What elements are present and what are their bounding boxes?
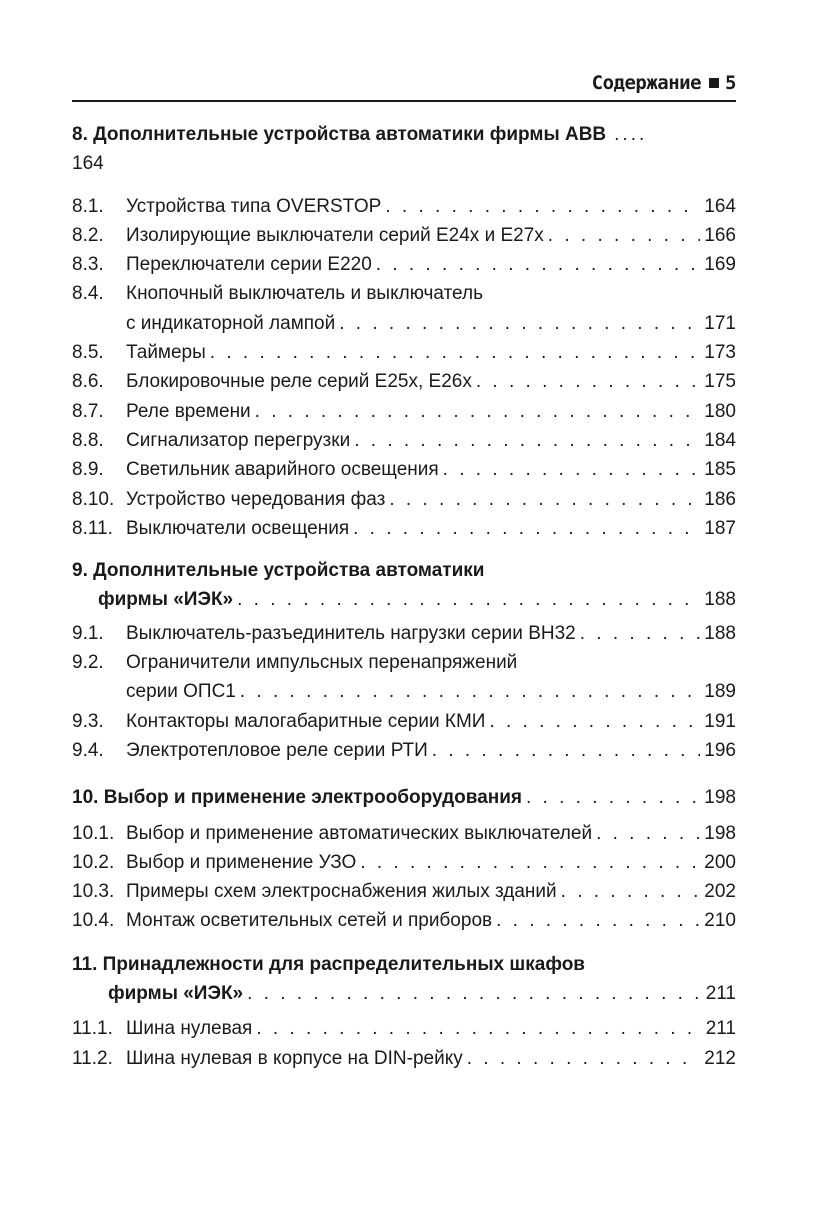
entry-page: 191 bbox=[704, 710, 736, 732]
toc-entry-8-1[interactable] bbox=[72, 192, 736, 221]
entry-number: 8.1. bbox=[72, 195, 104, 217]
chapter-title: Дополнительные устройства автоматики фирмы ABB bbox=[93, 124, 607, 145]
entry-number: 9.4. bbox=[72, 739, 104, 761]
header-title: Содержание bbox=[591, 72, 702, 94]
square-bullet-icon bbox=[709, 78, 719, 88]
chapter-title-continued: фирмы «ИЭК» bbox=[108, 983, 244, 1005]
entry-page: 211 bbox=[705, 1018, 736, 1040]
entry-page: 188 bbox=[704, 622, 736, 644]
toc-entry-8-3[interactable] bbox=[72, 250, 736, 279]
toc-chapter-9[interactable] bbox=[72, 556, 736, 585]
table-of-contents bbox=[72, 120, 736, 1073]
chapter-number: 9. bbox=[72, 560, 88, 582]
entry-page: 210 bbox=[704, 910, 736, 932]
entry-number: 8.8. bbox=[72, 429, 104, 451]
entry-title: Выключатели освещения bbox=[126, 517, 350, 539]
entry-page: 171 bbox=[704, 312, 736, 334]
chapter-title: Принадлежности для распределительных шкафов bbox=[102, 953, 585, 975]
entry-page: 196 bbox=[704, 739, 736, 761]
entry-page: 166 bbox=[704, 224, 736, 246]
toc-entry-8-7[interactable] bbox=[72, 397, 736, 426]
chapter-title-continued: фирмы «ИЭК» bbox=[98, 589, 234, 611]
chapter-title: Выбор и применение электрооборудования bbox=[103, 787, 522, 809]
header-title-block bbox=[592, 72, 736, 94]
chapter-page: 164 bbox=[72, 153, 104, 175]
entry-page: 164 bbox=[704, 195, 736, 217]
leader-dots: .... bbox=[614, 124, 648, 145]
entry-title: Устройство чередования фаз bbox=[126, 488, 386, 510]
header-page-number: 5 bbox=[725, 72, 736, 94]
entry-title: Ограничители импульсных перенапряжений bbox=[126, 652, 518, 674]
chapter-number: 8. bbox=[72, 124, 88, 145]
entry-page: 187 bbox=[704, 517, 736, 539]
chapter-page: 211 bbox=[705, 983, 736, 1005]
entry-number: 9.3. bbox=[72, 710, 104, 732]
entry-number: 8.6. bbox=[72, 371, 104, 393]
toc-entry-10-4[interactable] bbox=[72, 906, 736, 935]
toc-entry-10-2[interactable] bbox=[72, 848, 736, 877]
toc-entry-8-8[interactable] bbox=[72, 426, 736, 455]
chapter-number: 10. bbox=[72, 787, 99, 809]
entry-number: 11.1. bbox=[72, 1018, 113, 1040]
entry-page: 186 bbox=[704, 488, 736, 510]
toc-chapter-10[interactable] bbox=[72, 783, 736, 812]
toc-entry-8-4[interactable] bbox=[72, 279, 736, 308]
entry-title: Переключатели серии E220 bbox=[126, 254, 372, 276]
toc-entry-9-3[interactable] bbox=[72, 707, 736, 736]
entry-title: Устройства типа OVERSTOP bbox=[126, 195, 382, 217]
toc-chapter-8[interactable] bbox=[72, 120, 736, 149]
entry-title: Таймеры bbox=[126, 342, 206, 364]
toc-chapter-11-cont[interactable] bbox=[72, 979, 736, 1008]
toc-entry-8-4-cont[interactable] bbox=[72, 309, 736, 338]
chapter-number: 11. bbox=[72, 953, 98, 975]
entry-page: 184 bbox=[704, 429, 736, 451]
chapter-page: 188 bbox=[704, 589, 736, 611]
entry-title: Шина нулевая bbox=[126, 1018, 253, 1040]
toc-entry-8-10[interactable] bbox=[72, 485, 736, 514]
entry-title: Изолирующие выключатели серий E24x и E27x bbox=[126, 224, 544, 246]
entry-number: 8.4. bbox=[72, 283, 104, 305]
toc-entry-8-11[interactable] bbox=[72, 514, 736, 543]
entry-page: 175 bbox=[704, 371, 736, 393]
entry-number: 8.5. bbox=[72, 342, 104, 364]
chapter-page: 198 bbox=[704, 787, 736, 809]
entry-page: 212 bbox=[704, 1047, 736, 1069]
entry-number: 9.1. bbox=[72, 622, 104, 644]
entry-title: Светильник аварийного освещения bbox=[126, 459, 439, 481]
toc-entry-9-4[interactable] bbox=[72, 736, 736, 765]
entry-title: Выбор и применение автоматических выключателей bbox=[126, 822, 593, 844]
entry-title: Контакторы малогабаритные серии КМИ bbox=[126, 710, 486, 732]
entry-title: Монтаж осветительных сетей и приборов bbox=[126, 910, 493, 932]
entry-page: 173 bbox=[704, 342, 736, 364]
toc-entry-8-2[interactable] bbox=[72, 221, 736, 250]
toc-entry-9-1[interactable] bbox=[72, 619, 736, 648]
toc-entry-11-1[interactable] bbox=[72, 1014, 736, 1043]
entry-title: Выключатель-разъединитель нагрузки серии ВН32 bbox=[126, 622, 576, 644]
toc-entry-9-2-cont[interactable] bbox=[72, 677, 736, 706]
entry-title: Электротепловое реле серии РТИ bbox=[126, 739, 428, 761]
entry-number: 8.3. bbox=[72, 254, 104, 276]
entry-number: 8.11. bbox=[72, 517, 113, 539]
toc-chapter-9-cont[interactable] bbox=[72, 585, 736, 614]
entry-page: 180 bbox=[704, 400, 736, 422]
entry-title-continued: с индикаторной лампой bbox=[126, 312, 336, 334]
toc-entry-11-2[interactable] bbox=[72, 1044, 736, 1073]
toc-chapter-11[interactable] bbox=[72, 950, 736, 979]
entry-number: 11.2. bbox=[72, 1047, 113, 1069]
toc-entry-9-2[interactable] bbox=[72, 648, 736, 677]
entry-number: 10.3. bbox=[72, 881, 115, 903]
entry-page: 189 bbox=[704, 681, 736, 703]
entry-number: 8.2. bbox=[72, 224, 104, 246]
chapter-title: Дополнительные устройства автоматики bbox=[93, 560, 485, 582]
running-header bbox=[72, 68, 736, 102]
toc-entry-10-3[interactable] bbox=[72, 877, 736, 906]
entry-title: Выбор и применение УЗО bbox=[126, 851, 357, 873]
entry-title: Кнопочный выключатель и выключатель bbox=[126, 283, 483, 305]
entry-number: 8.10. bbox=[72, 488, 115, 510]
toc-entry-10-1[interactable] bbox=[72, 819, 736, 848]
entry-title: Сигнализатор перегрузки bbox=[126, 429, 351, 451]
entry-title: Блокировочные реле серий E25x, E26x bbox=[126, 371, 472, 393]
entry-title: Реле времени bbox=[126, 400, 251, 422]
entry-page: 198 bbox=[704, 822, 736, 844]
entry-number: 10.4. bbox=[72, 910, 115, 932]
entry-page: 169 bbox=[704, 254, 736, 276]
entry-page: 185 bbox=[704, 459, 736, 481]
toc-entry-8-9[interactable] bbox=[72, 455, 736, 484]
toc-entry-8-5[interactable] bbox=[72, 338, 736, 367]
entry-number: 8.7. bbox=[72, 400, 104, 422]
entry-page: 200 bbox=[704, 851, 736, 873]
toc-entry-8-6[interactable] bbox=[72, 367, 736, 396]
entry-number: 10.1. bbox=[72, 822, 115, 844]
entry-title: Шина нулевая в корпусе на DIN-рейку bbox=[126, 1047, 463, 1069]
entry-number: 8.9. bbox=[72, 459, 104, 481]
entry-title-continued: серии ОПС1 bbox=[126, 681, 236, 703]
entry-number: 9.2. bbox=[72, 652, 104, 674]
entry-number: 10.2. bbox=[72, 851, 115, 873]
entry-title: Примеры схем электроснабжения жилых зданий bbox=[126, 881, 557, 903]
entry-page: 202 bbox=[704, 881, 736, 903]
